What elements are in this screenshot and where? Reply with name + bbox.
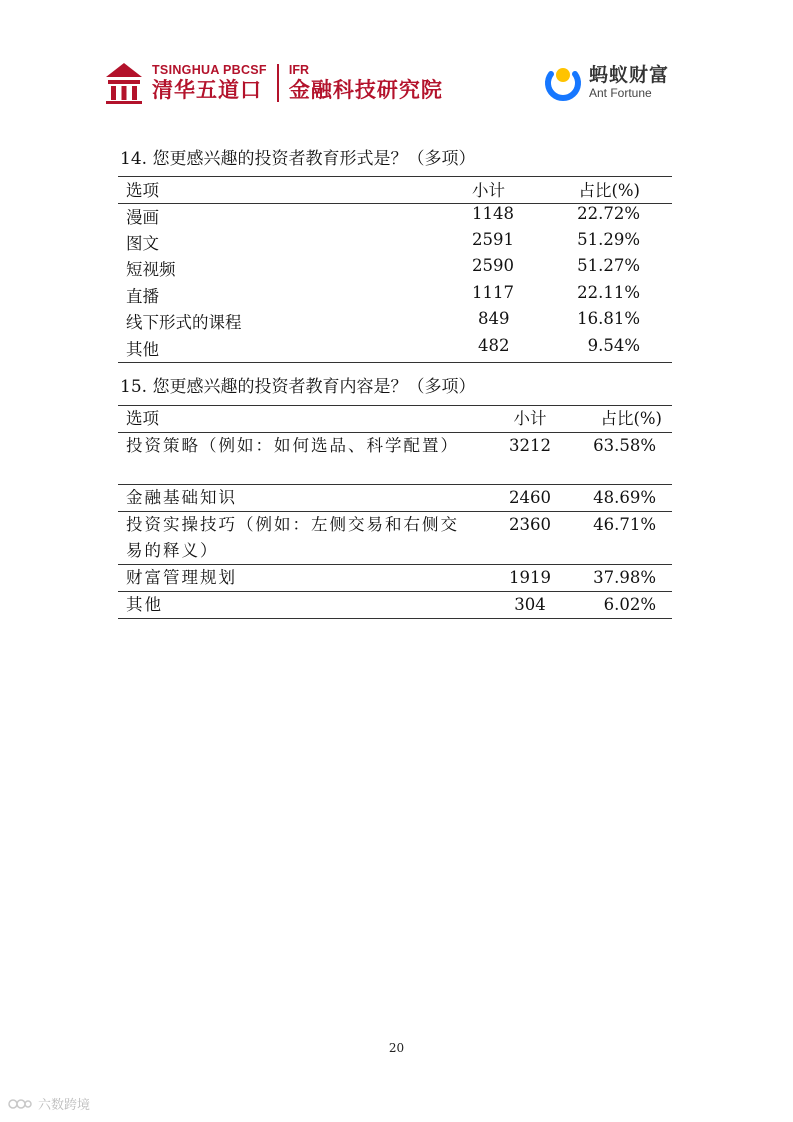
ant-fortune-en: Ant Fortune	[589, 86, 652, 100]
logo-divider	[277, 64, 279, 102]
count-cell: 3212	[482, 433, 578, 485]
page-number: 20	[388, 1041, 405, 1055]
header-option: 选项	[118, 177, 458, 204]
ratio-cell: 16.81%	[577, 309, 640, 328]
count-cell: 2360	[482, 512, 578, 565]
ratio-cell: 9.54%	[569, 336, 672, 363]
table-row	[118, 309, 672, 336]
ratio-cell: 51.27%	[577, 256, 640, 275]
header-option: 选项	[118, 406, 482, 433]
table-row	[118, 512, 672, 565]
table-row	[118, 565, 672, 592]
count-cell: 482	[458, 336, 569, 363]
page-header	[0, 0, 793, 120]
ifr-logo-en: IFR	[288, 63, 309, 77]
ant-fortune-emblem-icon	[543, 62, 583, 102]
ifr-logo-cn: 金融科技研究院	[288, 78, 443, 102]
table-row	[118, 433, 672, 485]
ant-fortune-logo	[543, 60, 669, 104]
ant-fortune-cn: 蚂蚁财富	[589, 64, 670, 86]
table-row	[118, 203, 672, 230]
option-cell: 漫画	[126, 207, 159, 227]
ratio-cell: 22.72%	[577, 203, 640, 223]
watermark	[8, 1094, 90, 1113]
option-cell: 其他	[118, 336, 458, 363]
count-cell: 1117	[471, 282, 514, 302]
ratio-cell: 46.71%	[578, 512, 672, 565]
ratio-cell: 48.69%	[578, 485, 672, 512]
option-cell: 投资实操技巧（例如：左侧交易和右侧交易的释义）	[118, 512, 482, 565]
option-cell: 金融基础知识	[118, 485, 482, 512]
table-row	[118, 230, 672, 257]
q14-title: 14. 您更感兴趣的投资者教育形式是？（多项）	[120, 149, 476, 169]
table-row	[118, 256, 672, 283]
table-row	[118, 336, 672, 363]
table-header-row	[118, 177, 672, 204]
table-row	[118, 485, 672, 512]
ratio-cell: 37.98%	[578, 565, 672, 592]
header-ratio: 占比(%)	[569, 177, 672, 204]
option-cell: 财富管理规划	[118, 565, 482, 592]
option-cell: 短视频	[126, 260, 176, 279]
table-row	[118, 283, 672, 310]
table-row	[118, 592, 672, 619]
count-cell: 1148	[471, 203, 514, 223]
count-cell: 2591	[471, 229, 514, 249]
tsinghua-logo-cn: 清华五道口	[152, 78, 262, 102]
header-count: 小计	[482, 406, 578, 433]
ratio-cell: 51.29%	[577, 229, 640, 249]
count-cell: 1919	[482, 565, 578, 592]
option-cell: 线下形式的课程	[126, 313, 242, 332]
option-cell: 直播	[126, 286, 159, 306]
header-count: 小计	[458, 177, 569, 204]
watermark-logo-icon	[8, 1097, 32, 1111]
ratio-cell: 6.02%	[578, 592, 672, 619]
ratio-cell: 22.11%	[577, 282, 640, 302]
q15-title: 15. 您更感兴趣的投资者教育内容是？（多项）	[120, 377, 476, 397]
count-cell: 304	[482, 592, 578, 619]
option-cell: 其他	[118, 592, 482, 619]
option-cell: 投资策略（例如：如何选品、科学配置）	[118, 433, 482, 485]
count-cell: 2460	[482, 485, 578, 512]
header-ratio: 占比(%)	[578, 406, 672, 433]
watermark-text: 六数跨境	[38, 1098, 91, 1113]
q14-table	[118, 176, 672, 363]
ratio-cell: 63.58%	[578, 433, 672, 485]
tsinghua-logo-en: TSINGHUA PBCSF	[152, 63, 267, 77]
option-cell: 图文	[126, 233, 159, 253]
count-cell: 849	[477, 309, 510, 328]
tsinghua-emblem-icon	[102, 61, 146, 105]
count-cell: 2590	[471, 256, 514, 275]
table-header-row	[118, 406, 672, 433]
q15-table	[118, 405, 672, 619]
tsinghua-pbcsf-logo	[102, 60, 443, 106]
